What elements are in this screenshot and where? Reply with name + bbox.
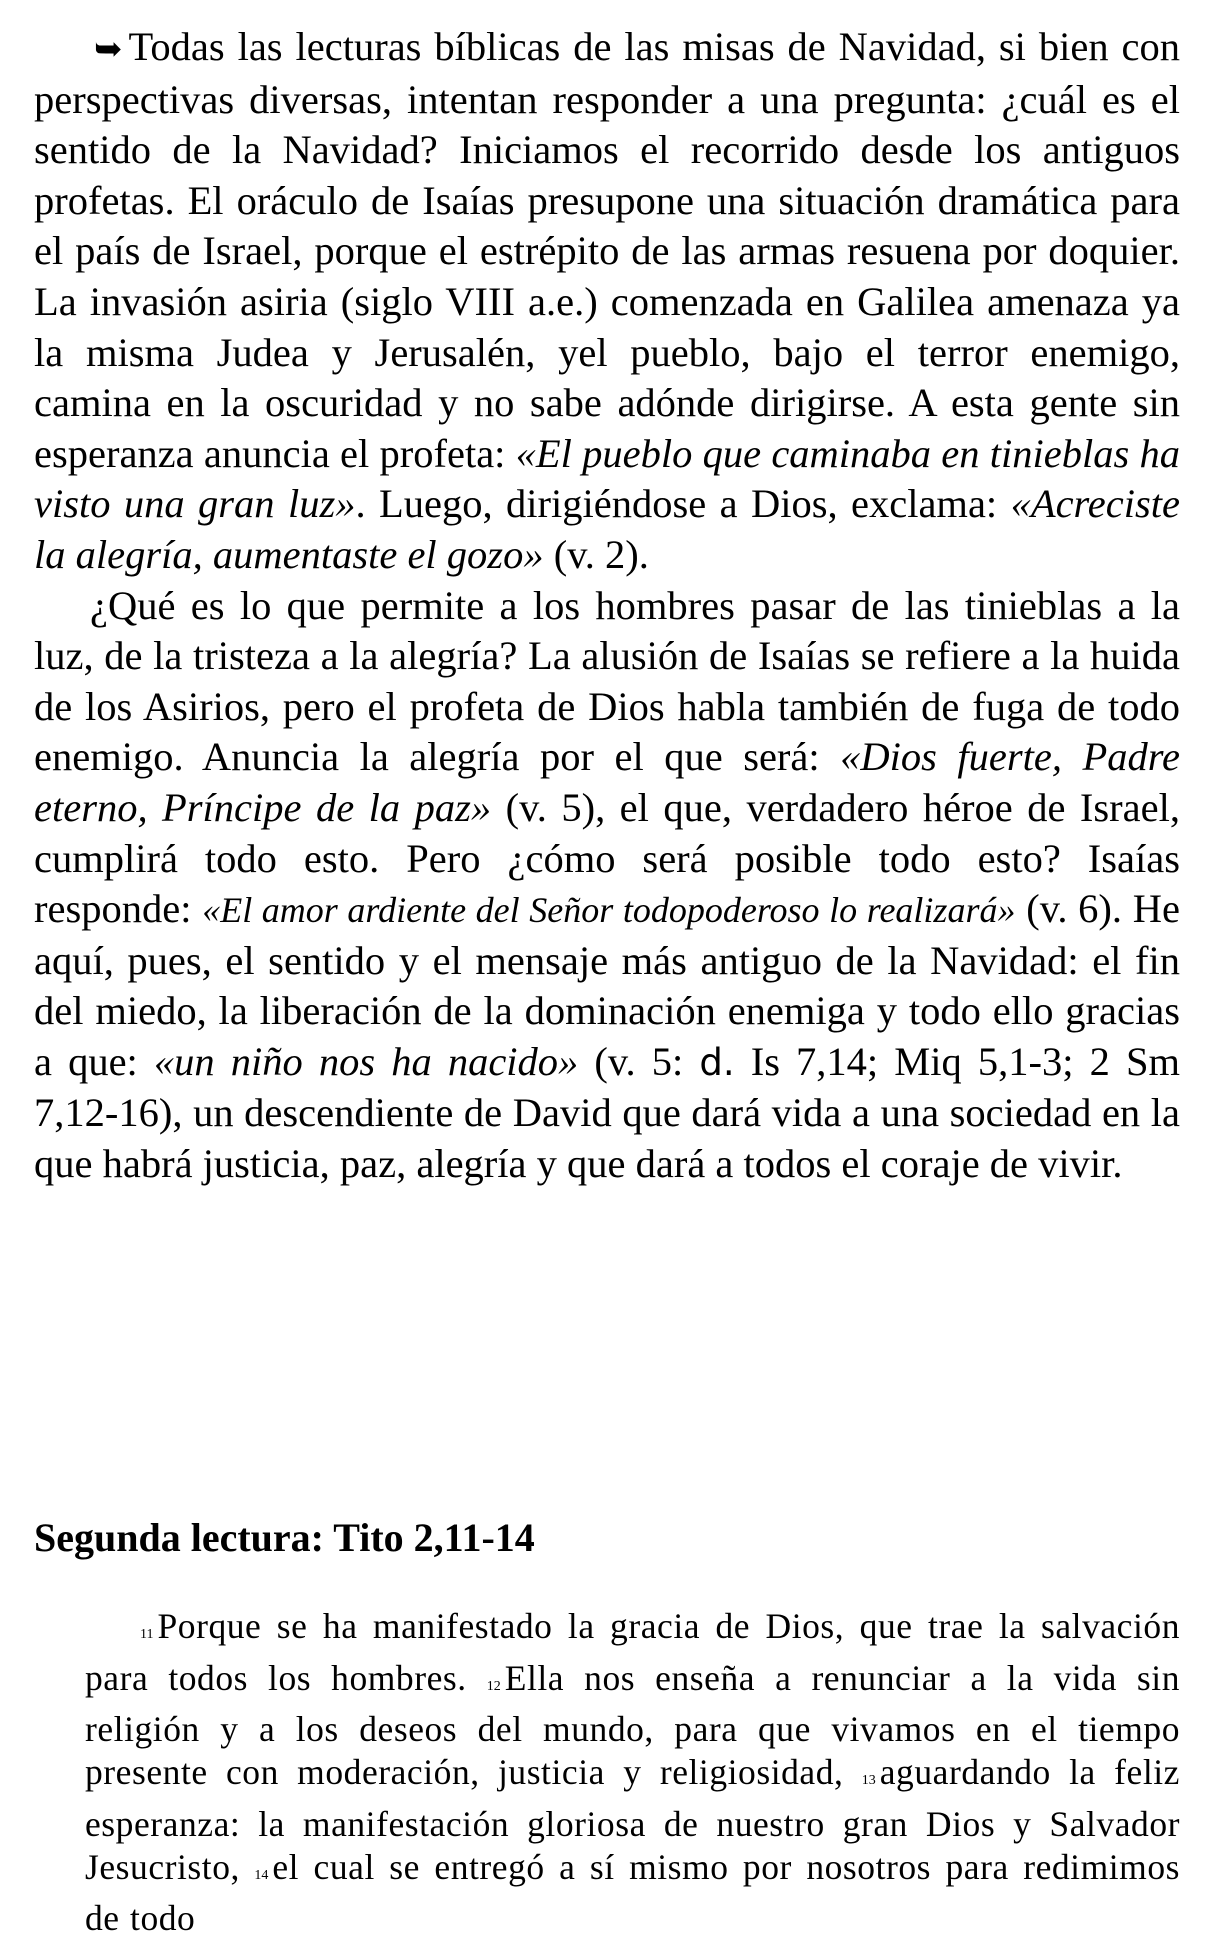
scripture-quote: «El amor ardiente del Señor todopoderoso lo realizará» <box>202 890 1016 931</box>
commentary-paragraph-1 <box>34 22 1180 581</box>
verse-reference: (v. 2). <box>543 531 649 577</box>
commentary-text: Is 7,14; Miq 5,1-3; 2 Sm 7,12-16), un descendiente de David que dará vida a una sociedad en la que habrá justicia, paz, alegría y que dará a todos el coraje de vivir. <box>34 1038 1180 1187</box>
scripture-quote: «un niño nos ha nacido» <box>153 1038 579 1084</box>
right-arrow-icon: ➥ <box>94 29 123 69</box>
verse-text: el cual se entregó a sí mismo por nosotros para redimimos de todo <box>85 1846 1180 1939</box>
scripture-quote: «Acreciste la alegría, aumentaste el gozo» <box>34 481 1180 577</box>
commentary-text: Todas las lecturas bíblicas de las misas de Navidad, si bien con perspectivas diversas, intentan responder a una pregunta: ¿cuál es el sentido de la Navidad? Iniciamos el recorrido desde los antiguos profetas. El oráculo de Isaías presupone una situación dramática para el país de Israel, porque el estrépito de las armas resuena por doquier. La invasión asiria (siglo VIII a.e.) comenzada en Galilea amenaza ya la misma Judea y Jerusalén, yel pueblo, bajo el terror enemigo, camina en la oscuridad y no sabe adónde dirigirse. A esta gente sin esperanza anuncia el profeta: <box>34 24 1180 476</box>
verse-number: 12 <box>486 1678 501 1694</box>
verse-text: Porque se ha manifestado la gracia de Dios, que trae la salvación para todos los hombres. <box>85 1606 1180 1698</box>
commentary-text: (v. 6). He aquí, pues, el sentido y el mensaje más antiguo de la Navidad: el fin del miedo, la liberación de la dominación enemiga y todo ello gracias a que: <box>34 886 1181 1084</box>
verse-number: 13 <box>861 1773 876 1789</box>
verse-number: 11 <box>140 1627 154 1642</box>
scripture-quote: «Dios fuerte, Padre eterno, Príncipe de la paz» <box>34 734 1180 830</box>
commentary-text: (v. 5), el que, verdadero héroe de Israel, cumplirá todo esto. Pero ¿cómo será posible todo esto? Isaías responde: <box>34 784 1180 932</box>
scripture-reading <box>85 1605 1180 1940</box>
commentary-paragraph-2 <box>34 581 1180 1190</box>
commentary-text: (v. 5: <box>578 1038 700 1084</box>
verse-text: aguardando la feliz esperanza: la manifestación gloriosa de nuestro gran Dios y Salvador Jesucristo, <box>85 1752 1180 1887</box>
verse-number: 14 <box>254 1867 269 1883</box>
cf-abbreviation: d. <box>699 1040 735 1084</box>
commentary-section <box>34 22 1180 1190</box>
verse-text: Ella nos enseña a renunciar a la vida sin religión y a los deseos del mundo, para que vivamos en el tiempo presente con moderación, justicia y religiosidad, <box>85 1657 1181 1793</box>
commentary-text: . Luego, dirigiéndose a Dios, exclama: <box>355 481 1011 527</box>
section-heading: Segunda lectura: Tito 2,11-14 <box>34 1515 535 1560</box>
scripture-quote: «El pueblo que caminaba en tinieblas ha visto una gran luz» <box>34 430 1180 527</box>
commentary-text: ¿Qué es lo que permite a los hombres pasar de las tinieblas a la luz, de la tristeza a la alegría? La alusión de Isaías se refiere a la huida de los Asirios, pero el profeta de Dios habla también de fuga de todo enemigo. Anuncia la alegría por el que será: <box>34 582 1180 780</box>
